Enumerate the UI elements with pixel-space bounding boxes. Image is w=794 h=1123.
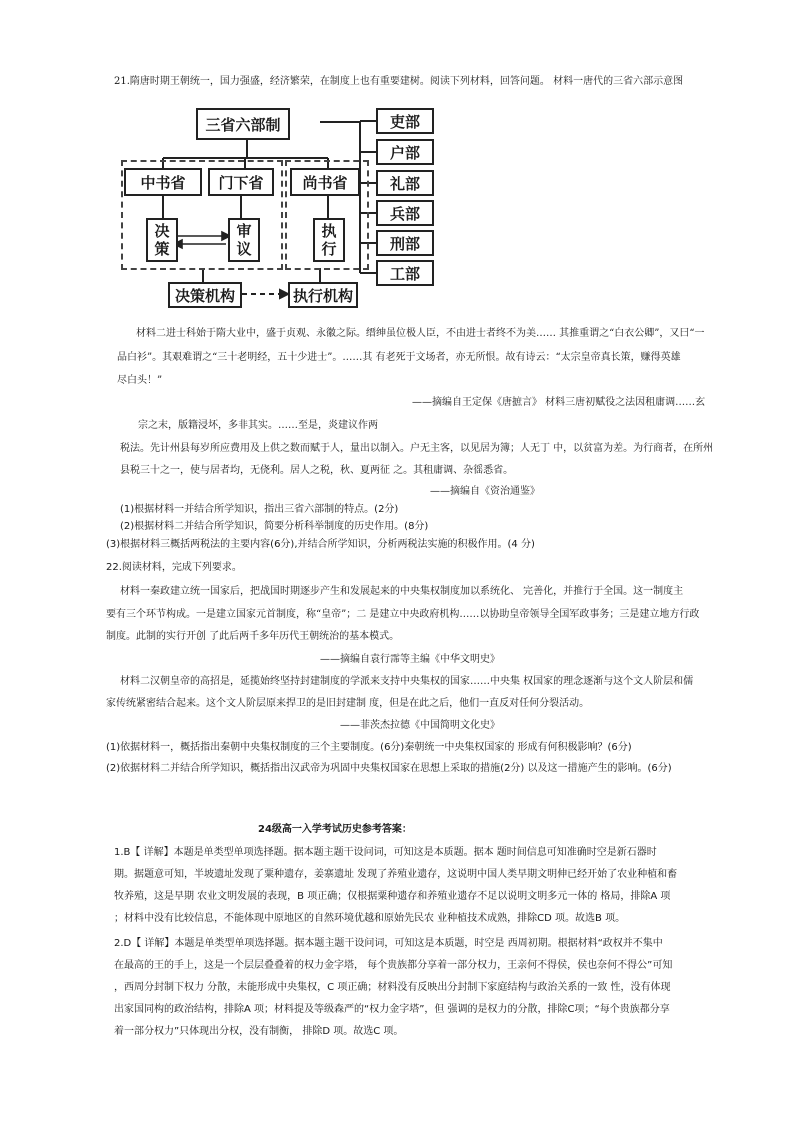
q22-material1-source: ——摘编自袁行霈等主编《中华文明史》: [320, 654, 500, 665]
zhongshu-box: 中书省: [124, 168, 202, 196]
answer-1-line2: 期。据题意可知，半坡遗址发现了粟种遗存，姜寨遗址 发现了养殖业遗存，这说明中国人类早期文明伸已经开始了农业种植和畜: [114, 869, 678, 880]
answer-1-line3: 牧养殖，这是早期 农业文明发展的表现，B 项正确；仅根据粟种遗存和养殖业遗存不足以说明文明多元一体的 格局，排除A 项: [114, 891, 671, 902]
q22-material2-line2: 家传统紧密结合起来。这个文人阶层原来捍卫的是旧封建制 度，但是在此之后，他们一直反对任何分裂活动。: [106, 698, 590, 709]
q21-material2-line2: 品白衫”。其艰难谓之“三十老明经，五十少进士”。……其 有老死于文场者，亦无所恨。故有诗云：“太宗皇帝真长策，赚得英雄: [117, 352, 681, 363]
q21-material3-line3: 县税三十之一，使与居者均，无侥利。居人之税，秋、夏两征 之。其租庸调、杂徭悉省。: [120, 465, 514, 476]
dept-box-4: 兵部: [376, 200, 434, 226]
answer-2-line2: 在最高的王的手上，这是一个层层叠叠着的权力金字塔， 每个贵族都分享着一部分权力，王亲何不得侯，侯也奈何不得公”可知: [114, 960, 673, 971]
dept-box-3: 礼部: [376, 170, 434, 196]
q21-material2-source: ——摘编自王定保《唐摭言》 材料三唐初赋役之法因租庸调……玄: [412, 397, 706, 408]
answer-2-line4: 出家国同构的政治结构，排除A 项；材料提及等级森严的“权力金字塔”，但 强调的是权力的分散，排除C项；“每个贵族都分享: [114, 1004, 670, 1015]
q22-material1-line3: 制度。此制的实行开创 了此后两千多年历代王朝统治的基本模式。: [106, 631, 400, 642]
q22-material1-line1: 材料一秦政建立统一国家后，把战国时期逐步产生和发展起来的中央集权制度加以系统化、 完善化，并推行于全国。这一制度主: [120, 586, 684, 597]
dept-box-2: 户部: [376, 139, 434, 165]
q21-material3-line1: 宗之末，版籍浸坏，多非其实。……至是，炎建议作两: [138, 420, 378, 431]
q22-intro: 22.阅读材料，完成下列要求。: [106, 562, 242, 573]
answer-1-line1: 1.B【 详解】本题是单类型单项选择题。据本题主题干设问词，可知这是本质题。据本 题时间信息可知准确时空是新石器时: [114, 847, 657, 858]
q22-material2-line1: 材料二汉朝皇帝的高招是，延揽始终坚持封建制度的学派来支持中央集权的国家……中央集 权国家的理念逐渐与这个文人阶层和儒: [120, 676, 694, 687]
answer-2-line3: ，西周分封制下权力 分散，未能形成中央集权，C 项正确；材料没有反映出分封制下家庭结构与政治关系的一致 性，没有体现: [114, 982, 671, 993]
decision-char-2: 策: [154, 240, 170, 258]
execute-box: [313, 218, 345, 262]
q21-material3-source: ——摘编自《资治通鉴》: [430, 486, 540, 497]
answer-2-line5: 着一部分权力”只体现出分权，没有制衡， 排除D 项。故选C 项。: [114, 1026, 404, 1037]
answers-title: 24级高一入学考试历史参考答案：: [258, 824, 412, 835]
q21-subquestion-3: (3)根据材料三概括两税法的主要内容(6分),并结合所学知识，分析两税法实施的积极作用。(4 分): [106, 539, 535, 550]
execute-char-1: 执: [321, 222, 337, 240]
q22-subquestion-1: (1)依据材料一，概括指出秦朝中央集权制度的三个主要制度。(6分)秦朝统一中央集权国家的 形成有何积极影响？(6分): [106, 742, 632, 753]
review-box: [228, 218, 260, 262]
dept-box-6: 工部: [376, 260, 434, 286]
q22-subquestion-2: (2)依据材料二并结合所学知识，概括指出汉武帝为巩固中央集权国家在思想上采取的措施(2分) 以及这一措施产生的影响。(6分): [106, 763, 672, 774]
answer-2-line1: 2.D【 详解】本题是单类型单项选择题。据本题主题干设问词，可知这是本质题，时空是 西周初期。根据材料“政权并不集中: [114, 938, 663, 949]
dept-box-1: 吏部: [376, 108, 434, 134]
q21-material2-line1: 材料二进士科始于隋大业中，盛于贞观、永徽之际。缙绅虽位极人臣，不由进士者终不为美…… 其推重谓之“白衣公卿”，又曰“一: [136, 328, 705, 339]
q21-material2-line3: 尽白头！”: [117, 375, 163, 386]
q21-subquestion-2: (2)根据材料二并结合所学知识，简要分析科举制度的历史作用。(8分): [120, 521, 429, 532]
q21-subquestion-1: (1)根据材料一并结合所学知识，指出三省六部制的特点。(2分): [120, 504, 399, 515]
q21-material3-line2: 税法。先计州县每岁所应费用及上供之数而赋于人，量出以制入。户无主客，以见居为簿；人无丁 中，以贫富为差。为行商者，在所州: [120, 443, 714, 454]
q21-intro: 21.隋唐时期王朝统一，国力强盛，经济繁荣，在制度上也有重要建树。阅读下列材料，回答问题。 材料一唐代的三省六部示意图: [114, 76, 684, 87]
execute-char-2: 行: [321, 240, 337, 258]
review-char-2: 议: [236, 240, 252, 258]
shangshu-box: 尚书省: [290, 168, 360, 196]
review-char-1: 审: [236, 222, 252, 240]
q22-material1-line2: 要有三个环节构成。一是建立国家元首制度，称“皇帝”；二 是建立中央政府机构……以协助皇帝领导全国军政事务；三是建立地方行政: [106, 609, 700, 620]
answer-1-line4: ；材料中没有比较信息，不能体现中原地区的自然环境优越和原始先民农 业种植技术成熟，排除CD 项。故选B 项。: [114, 913, 626, 924]
three-departments-title-box: 三省六部制: [196, 108, 290, 140]
menxia-box: 门下省: [208, 168, 274, 196]
decision-organ-box: 决策机构: [168, 282, 242, 308]
decision-box: [146, 218, 178, 262]
q22-material2-source: ——菲茨杰拉德《中国简明文化史》: [340, 720, 500, 731]
decision-char-1: 决: [154, 222, 170, 240]
dept-box-5: 刑部: [376, 230, 434, 256]
execution-organ-box: 执行机构: [288, 282, 358, 308]
